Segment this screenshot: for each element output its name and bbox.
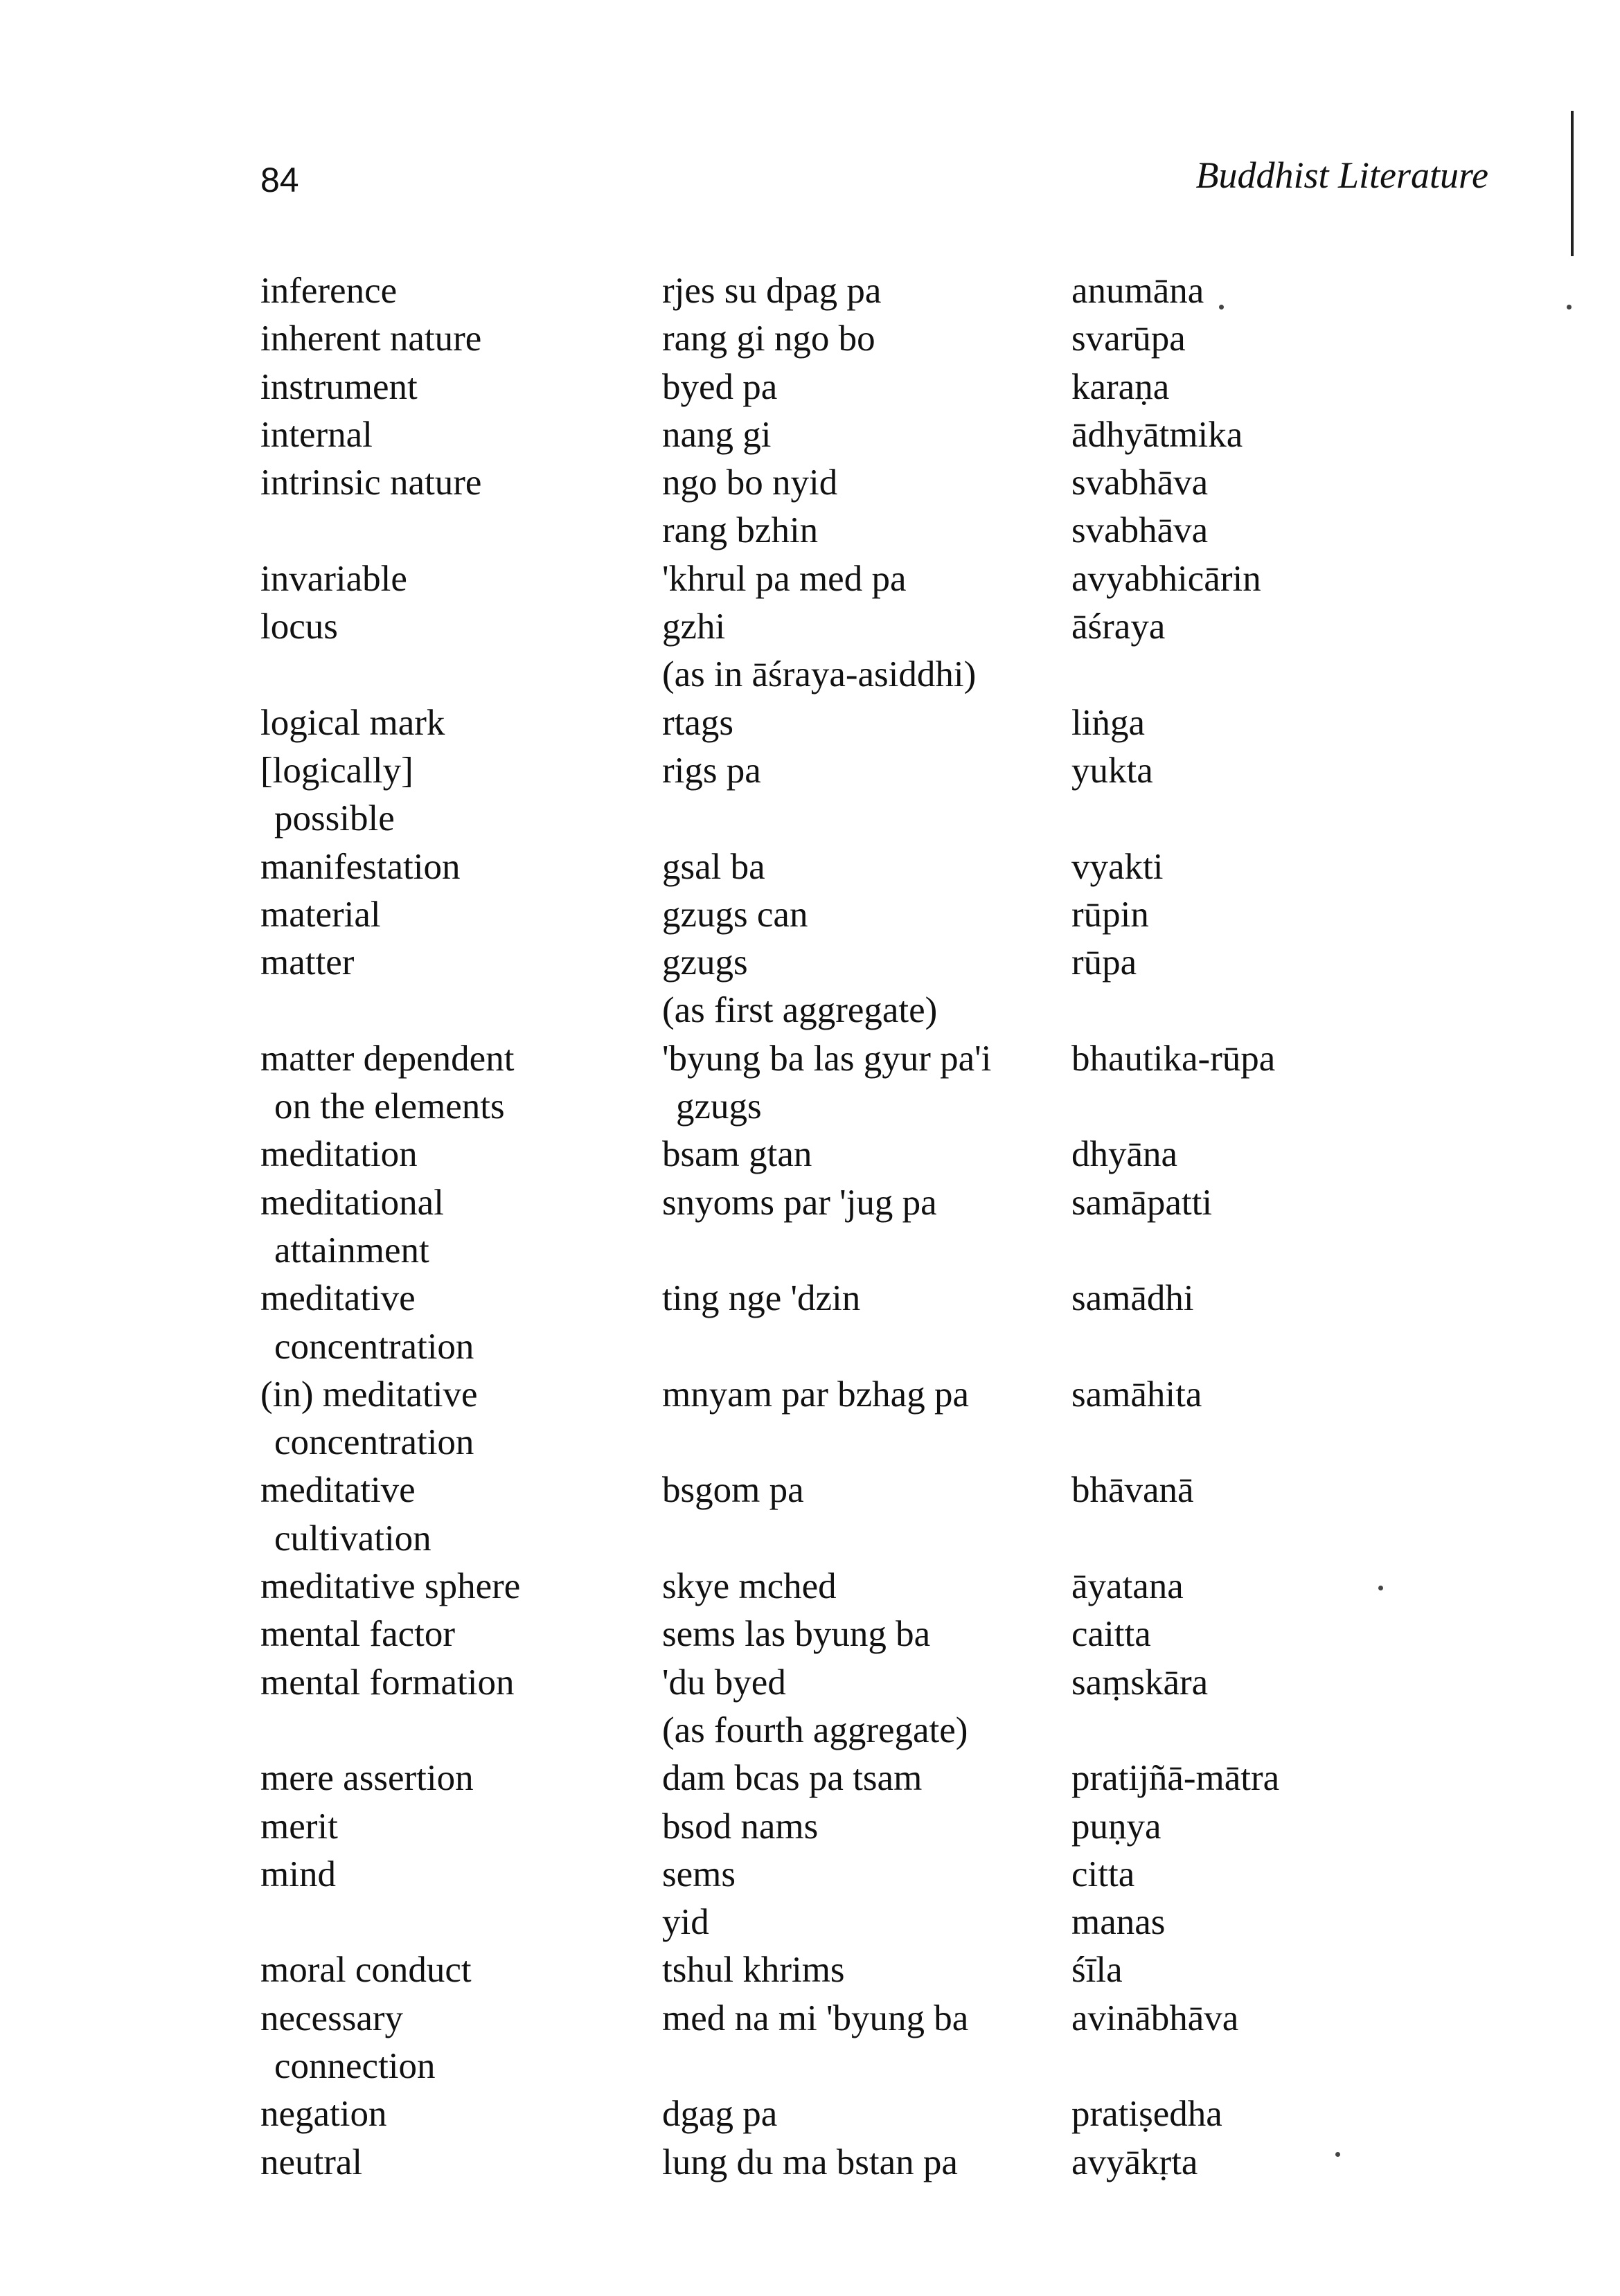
tibetan-term: gzhi bbox=[662, 607, 726, 647]
sanskrit-term: āśraya bbox=[1071, 607, 1166, 647]
english-term: meditational bbox=[260, 1182, 444, 1223]
sanskrit-term: samāhita bbox=[1071, 1374, 1202, 1415]
glossary-row bbox=[260, 1371, 1369, 1419]
tibetan-term: dgag pa bbox=[662, 2094, 778, 2135]
english-term: manifestation bbox=[260, 846, 461, 887]
sanskrit-term: svarūpa bbox=[1071, 319, 1186, 359]
glossary-row bbox=[260, 411, 1369, 459]
tibetan-term bbox=[662, 1227, 1071, 1275]
tibetan-term: rang bzhin bbox=[662, 510, 819, 551]
sanskrit-term bbox=[1071, 1083, 1362, 1131]
tibetan-term: ting nge 'dzin bbox=[662, 1278, 861, 1319]
sanskrit-term: puṇya bbox=[1071, 1806, 1161, 1847]
sanskrit-term: pratiṣedha bbox=[1071, 2094, 1222, 2135]
tibetan-term: sems las byung ba bbox=[662, 1614, 931, 1655]
glossary-row bbox=[260, 1227, 1369, 1275]
english-term bbox=[260, 507, 662, 555]
english-term: on the elements bbox=[274, 1086, 505, 1127]
tibetan-term: dam bcas pa tsam bbox=[662, 1758, 923, 1799]
sanskrit-term bbox=[1071, 1707, 1362, 1755]
glossary-row bbox=[260, 1659, 1369, 1707]
glossary-row bbox=[260, 267, 1369, 315]
english-term: inference bbox=[260, 271, 398, 311]
tibetan-term: skye mched bbox=[662, 1566, 837, 1607]
english-term: cultivation bbox=[274, 1518, 431, 1559]
tibetan-term: snyoms par 'jug pa bbox=[662, 1182, 937, 1223]
glossary-row bbox=[260, 1515, 1369, 1563]
glossary-row bbox=[260, 1419, 1369, 1467]
english-term bbox=[260, 651, 662, 699]
sanskrit-term: avyabhicārin bbox=[1071, 558, 1261, 599]
english-term bbox=[260, 1899, 662, 1946]
sanskrit-term: anumāna bbox=[1071, 271, 1204, 311]
tibetan-term: (as fourth aggregate) bbox=[662, 1710, 968, 1750]
english-term: meditation bbox=[260, 1134, 418, 1175]
glossary-row bbox=[260, 1803, 1369, 1851]
english-term: (in) meditative bbox=[260, 1374, 478, 1415]
running-title: Buddhist Literature bbox=[1195, 154, 1488, 196]
sanskrit-term bbox=[1071, 795, 1362, 843]
sanskrit-term: avyākṛta bbox=[1071, 2142, 1198, 2182]
glossary-row bbox=[260, 1563, 1369, 1611]
english-term: concentration bbox=[274, 1326, 474, 1367]
glossary-row bbox=[260, 1035, 1369, 1083]
english-term: negation bbox=[260, 2094, 387, 2135]
english-term: internal bbox=[260, 414, 373, 455]
sanskrit-term: caitta bbox=[1071, 1614, 1151, 1655]
english-term: mind bbox=[260, 1854, 336, 1894]
sanskrit-term: samādhi bbox=[1071, 1278, 1194, 1319]
tibetan-term bbox=[662, 1419, 1071, 1467]
english-term: matter bbox=[260, 942, 355, 983]
tibetan-term: sems bbox=[662, 1854, 736, 1894]
sanskrit-term: samāpatti bbox=[1071, 1182, 1213, 1223]
glossary-row bbox=[260, 459, 1369, 507]
tibetan-term: bsgom pa bbox=[662, 1470, 804, 1511]
tibetan-term: rtags bbox=[662, 702, 734, 743]
glossary-table bbox=[260, 267, 1369, 2187]
sanskrit-term: avinābhāva bbox=[1071, 1998, 1239, 2038]
english-term: [logically] bbox=[260, 750, 413, 791]
glossary-row bbox=[260, 315, 1369, 363]
sanskrit-term: ādhyātmika bbox=[1071, 414, 1243, 455]
sanskrit-term: yukta bbox=[1071, 750, 1153, 791]
sanskrit-term: vyakti bbox=[1071, 846, 1164, 887]
glossary-row bbox=[260, 795, 1369, 843]
tibetan-term: tshul khrims bbox=[662, 1950, 845, 1991]
tibetan-term bbox=[662, 1515, 1071, 1563]
english-term: attainment bbox=[274, 1230, 429, 1271]
sanskrit-term: bhāvanā bbox=[1071, 1470, 1194, 1511]
glossary-row bbox=[260, 1131, 1369, 1178]
tibetan-term: rang gi ngo bo bbox=[662, 319, 875, 359]
sanskrit-term: saṃskāra bbox=[1071, 1662, 1209, 1703]
english-term: moral conduct bbox=[260, 1950, 472, 1991]
tibetan-term: 'byung ba las gyur pa'i bbox=[662, 1038, 992, 1079]
english-term bbox=[260, 987, 662, 1034]
english-term: inherent nature bbox=[260, 319, 482, 359]
tibetan-term: med na mi 'byung ba bbox=[662, 1998, 969, 2038]
tibetan-term: byed pa bbox=[662, 366, 778, 407]
tibetan-term: bsam gtan bbox=[662, 1134, 812, 1175]
tibetan-term bbox=[662, 2043, 1071, 2090]
english-term: logical mark bbox=[260, 702, 445, 743]
english-term: neutral bbox=[260, 2142, 363, 2182]
english-term: meditative bbox=[260, 1470, 416, 1511]
scan-speck bbox=[1567, 305, 1572, 310]
glossary-row bbox=[260, 939, 1369, 987]
english-term: matter dependent bbox=[260, 1038, 515, 1079]
sanskrit-term bbox=[1071, 651, 1362, 699]
english-term: instrument bbox=[260, 366, 418, 407]
english-term: intrinsic nature bbox=[260, 463, 482, 503]
glossary-row bbox=[260, 1467, 1369, 1514]
tibetan-term: ngo bo nyid bbox=[662, 463, 838, 503]
scan-speck bbox=[1378, 1586, 1383, 1590]
tibetan-term: gzugs bbox=[676, 1086, 762, 1127]
glossary-row bbox=[260, 603, 1369, 651]
glossary-row bbox=[260, 1083, 1369, 1131]
glossary-row bbox=[260, 699, 1369, 747]
tibetan-term: rjes su dpag pa bbox=[662, 271, 882, 311]
sanskrit-term: āyatana bbox=[1071, 1566, 1184, 1607]
sanskrit-term bbox=[1071, 1515, 1362, 1563]
tibetan-term: 'du byed bbox=[662, 1662, 786, 1703]
english-term: invariable bbox=[260, 558, 407, 599]
english-term: merit bbox=[260, 1806, 338, 1847]
sanskrit-term: śīla bbox=[1071, 1950, 1123, 1991]
glossary-row bbox=[260, 651, 1369, 699]
english-term: locus bbox=[260, 607, 338, 647]
english-term: mental factor bbox=[260, 1614, 456, 1655]
glossary-row bbox=[260, 1323, 1369, 1371]
tibetan-term: rigs pa bbox=[662, 750, 761, 791]
glossary-row bbox=[260, 1611, 1369, 1658]
sanskrit-term: citta bbox=[1071, 1854, 1135, 1894]
sanskrit-term: svabhāva bbox=[1071, 510, 1209, 551]
sanskrit-term: svabhāva bbox=[1071, 463, 1209, 503]
tibetan-term: yid bbox=[662, 1902, 709, 1943]
english-term: meditative sphere bbox=[260, 1566, 521, 1607]
tibetan-term: mnyam par bzhag pa bbox=[662, 1374, 969, 1415]
glossary-row bbox=[260, 2043, 1369, 2090]
glossary-row bbox=[260, 1707, 1369, 1755]
sanskrit-term bbox=[1071, 1419, 1362, 1467]
glossary-row bbox=[260, 2139, 1369, 2187]
glossary-row bbox=[260, 1275, 1369, 1322]
tibetan-term: gzugs can bbox=[662, 894, 808, 935]
english-term: possible bbox=[274, 798, 395, 839]
tibetan-term: (as first aggregate) bbox=[662, 990, 938, 1031]
glossary-row bbox=[260, 1899, 1369, 1946]
glossary-row bbox=[260, 1179, 1369, 1227]
english-term: mental formation bbox=[260, 1662, 515, 1703]
tibetan-term: gzugs bbox=[662, 942, 748, 983]
english-term: mere assertion bbox=[260, 1758, 474, 1799]
sanskrit-term: bhautika-rūpa bbox=[1071, 1038, 1276, 1079]
glossary-row bbox=[260, 364, 1369, 411]
english-term: necessary bbox=[260, 1998, 403, 2038]
glossary-row bbox=[260, 507, 1369, 555]
tibetan-term bbox=[662, 795, 1071, 843]
tibetan-term: lung du ma bstan pa bbox=[662, 2142, 958, 2182]
sanskrit-term bbox=[1071, 1323, 1362, 1371]
sanskrit-term bbox=[1071, 1227, 1362, 1275]
sanskrit-term bbox=[1071, 2043, 1362, 2090]
glossary-row bbox=[260, 747, 1369, 795]
tibetan-term: 'khrul pa med pa bbox=[662, 558, 907, 599]
sanskrit-term: karaṇa bbox=[1071, 366, 1170, 407]
english-term: meditative bbox=[260, 1278, 416, 1319]
scan-speck bbox=[1335, 2152, 1340, 2157]
glossary-row bbox=[260, 891, 1369, 939]
sanskrit-term: rūpa bbox=[1071, 942, 1137, 983]
sanskrit-term bbox=[1071, 987, 1362, 1034]
page-number: 84 bbox=[260, 161, 299, 199]
english-term bbox=[260, 1707, 662, 1755]
scan-speck bbox=[1219, 305, 1224, 310]
english-term: concentration bbox=[274, 1422, 474, 1463]
page-edge-mark bbox=[1571, 111, 1574, 256]
glossary-row bbox=[260, 2090, 1369, 2138]
tibetan-term: (as in āśraya-asiddhi) bbox=[662, 654, 977, 695]
glossary-row bbox=[260, 987, 1369, 1034]
sanskrit-term: rūpin bbox=[1071, 894, 1149, 935]
tibetan-term: bsod nams bbox=[662, 1806, 819, 1847]
sanskrit-term: liṅga bbox=[1071, 702, 1145, 743]
glossary-row bbox=[260, 1995, 1369, 2043]
sanskrit-term: dhyāna bbox=[1071, 1134, 1178, 1175]
sanskrit-term: manas bbox=[1071, 1902, 1166, 1943]
tibetan-term: nang gi bbox=[662, 414, 772, 455]
glossary-row bbox=[260, 1851, 1369, 1899]
tibetan-term: gsal ba bbox=[662, 846, 765, 887]
tibetan-term bbox=[662, 1323, 1071, 1371]
english-term: material bbox=[260, 894, 381, 935]
glossary-row bbox=[260, 843, 1369, 891]
glossary-row bbox=[260, 1755, 1369, 1802]
glossary-row bbox=[260, 1946, 1369, 1994]
english-term: connection bbox=[274, 2045, 436, 2086]
sanskrit-term: pratijñā-mātra bbox=[1071, 1758, 1280, 1799]
glossary-row bbox=[260, 555, 1369, 603]
